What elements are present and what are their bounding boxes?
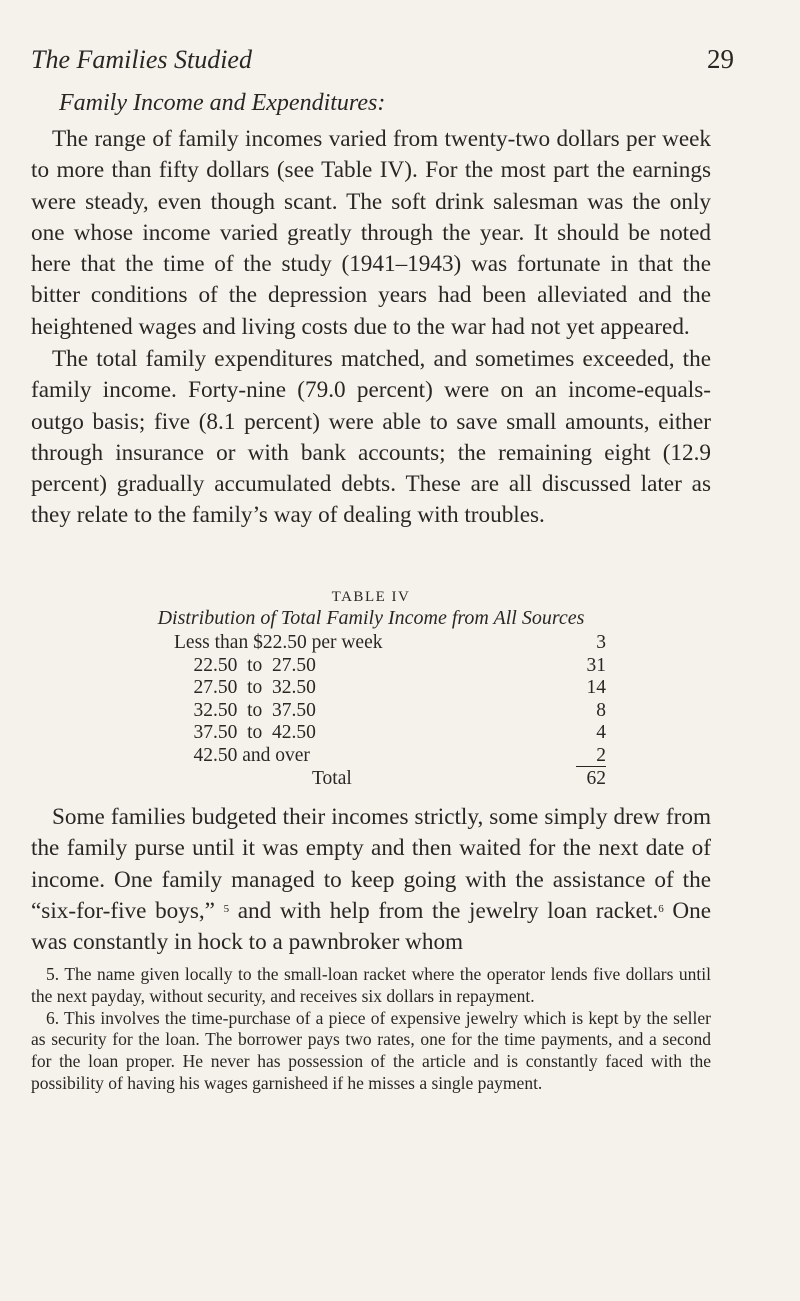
income-range: Less than $22.50 per week bbox=[174, 632, 383, 653]
paragraph-expenditures bbox=[31, 344, 711, 532]
family-count: 14 bbox=[586, 677, 606, 698]
table-title: Distribution of Total Family Income from All Sources bbox=[157, 607, 585, 629]
total-label: Total bbox=[312, 768, 352, 789]
income-range: 42.50 and over bbox=[174, 744, 310, 766]
table-row bbox=[174, 632, 606, 655]
footnote-ref-6: 6 bbox=[658, 902, 664, 915]
chapter-title: The Families Studied bbox=[31, 45, 252, 74]
paragraph-text-part: One was constantly in hock to a pawnbroker whom bbox=[31, 897, 711, 956]
paragraph-text-part: and with help from the jewelry loan racket. bbox=[229, 897, 659, 924]
income-distribution-table bbox=[174, 632, 606, 791]
table-row bbox=[174, 700, 606, 723]
income-range: 27.50 to 32.50 bbox=[174, 677, 316, 698]
income-range: 32.50 to 37.50 bbox=[174, 699, 316, 721]
family-count: 2 bbox=[576, 745, 606, 768]
table-row bbox=[174, 677, 606, 700]
footnote-6: 6. This involves the time-purchase of a piece of expensive jewelry which is kept by the seller as security for the loan. The borrower pays two rates, one for the time payments, and a second for the loan proper. He never has possession of the article and is constantly faced with the possibility of having his wages garnisheed if he misses a single payment. bbox=[31, 1007, 711, 1093]
table-row bbox=[174, 722, 606, 745]
paragraph-text-part: Some families budgeted their incomes strictly, some simply drew from the family purse until it was empty and then waited for the next date of income. One family managed to keep going with the assistance of the “six-for-five boys,” bbox=[31, 804, 711, 924]
footnote-5: 5. The name given locally to the small-loan racket where the operator lends five dollars until the next payday, without security, and receives six dollars in repayment. bbox=[31, 964, 711, 1006]
family-count: 4 bbox=[596, 722, 606, 743]
paragraph-budgeting bbox=[31, 802, 711, 958]
table-label: TABLE IV bbox=[331, 589, 411, 605]
paragraph-text: The total family expenditures matched, and sometimes exceeded, the family income. Forty-nine (79.0 percent) were on an income-equals-outgo basis; five (8.1 percent) were able to save small amounts, either through insurance or with bank accounts; the remaining eight (12.9 percent) gradually accumulated debts. These are all discussed later as they relate to the family’s way of dealing with troubles. bbox=[31, 346, 711, 529]
income-range: 37.50 to 42.50 bbox=[174, 722, 316, 743]
family-count: 31 bbox=[586, 654, 606, 676]
family-count: 3 bbox=[596, 632, 606, 653]
footnote-ref-5: 5 bbox=[223, 902, 230, 915]
paragraph-income-range bbox=[31, 124, 711, 343]
running-head bbox=[31, 44, 734, 75]
paragraph-text bbox=[31, 802, 711, 958]
family-count: 8 bbox=[596, 699, 606, 721]
page-number: 29 bbox=[707, 44, 734, 74]
table-total-row bbox=[174, 768, 606, 791]
footnotes bbox=[31, 964, 711, 1095]
income-range: 22.50 to 27.50 bbox=[174, 654, 316, 676]
section-heading: Family Income and Expenditures: bbox=[59, 90, 386, 116]
table-row bbox=[174, 655, 606, 678]
total-value: 62 bbox=[586, 768, 606, 789]
table-row bbox=[174, 745, 606, 768]
paragraph-text: The range of family incomes varied from twenty-two dollars per week to more than fifty dollars (see Table IV). For the most part the earnings were steady, even though scant. The soft drink salesman was the only one whose income varied greatly through the year. It should be noted here that the time of the study (1941–1943) was fortunate in that the bitter conditions of the depression years had been alleviated and the heightened wages and living costs due to the war had not yet appeared. bbox=[31, 126, 711, 340]
